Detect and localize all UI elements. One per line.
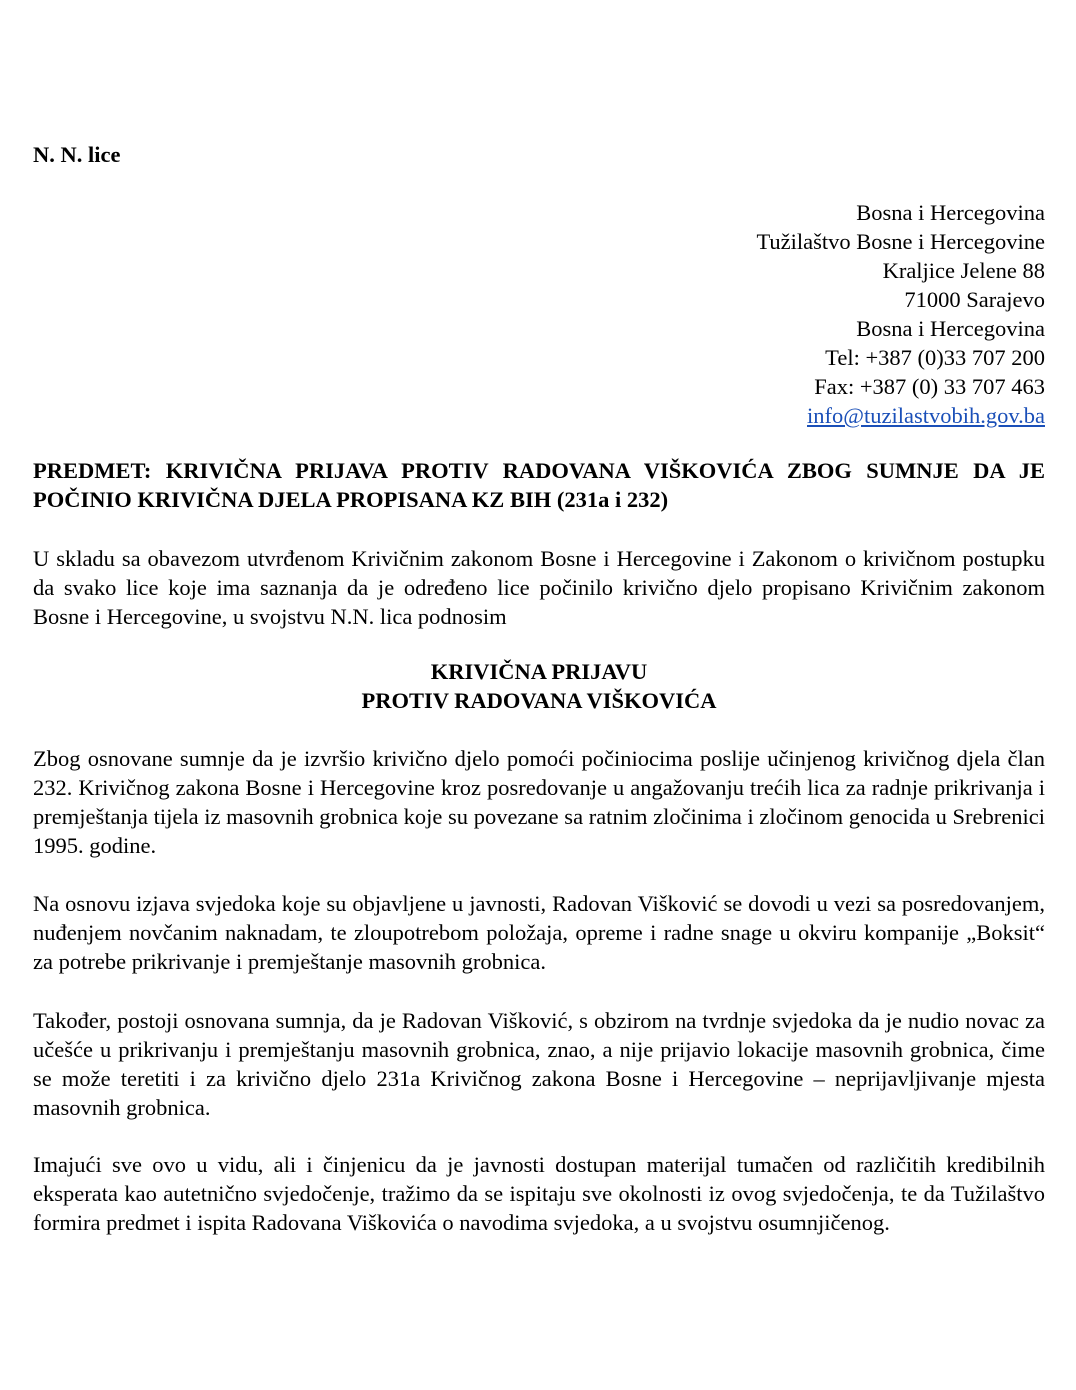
body-paragraph: Zbog osnovane sumnje da je izvršio krivično djelo pomoći počiniocima poslije učinjenog krivičnog djela član 232. Krivičnog zakona Bosne i Hercegovine kroz posredovanje u angažovanju trećih lica za radnje prikrivanja i premještanja tijela iz masovnih grobnica koje su povezane sa ratnim zločinima i zločinom genocida u Srebrenici 1995. godine. [33, 746, 1045, 858]
subject-line: PREDMET: KRIVIČNA PRIJAVA PROTIV RADOVANA VIŠKOVIĆA ZBOG SUMNJE DA JE POČINIO KRIVIČNA DJELA PROPISANA KZ BIH (231a i 232) [33, 458, 1045, 512]
phone-line: Tel: +387 (0)33 707 200 [825, 345, 1045, 370]
body-paragraph: Na osnovu izjava svjedoka koje su objavljene u javnosti, Radovan Višković se dovodi u vezi sa posredovanjem, nuđenjem novčanim naknadam, te zloupotrebom položaja, opreme i radne snage u okviru kompanije „Boksit“ za potrebe prikrivanje i premještanje masovnih grobnica. [33, 891, 1045, 974]
address-line: Kraljice Jelene 88 [882, 258, 1045, 283]
address-line: 71000 Sarajevo [904, 287, 1045, 312]
document-heading [33, 657, 1045, 715]
address-line: Bosna i Hercegovina [856, 316, 1045, 341]
address-line: Bosna i Hercegovina [856, 200, 1045, 225]
recipient-address [756, 198, 1045, 430]
body-paragraph: Također, postoji osnovana sumnja, da je Radovan Višković, s obzirom na tvrdnje svjedoka da je nudio novac za učešće u prikrivanju i premještanju masovnih grobnica, znao, a nije prijavio lokacije masovnih grobnica, čime se može teretiti i za krivično djelo 231a Krivičnog zakona Bosne i Hercegovine – neprijavljivanje mjesta masovnih grobnica. [33, 1008, 1045, 1120]
heading-line-2: PROTIV RADOVANA VIŠKOVIĆA [361, 688, 717, 713]
heading-line-1: KRIVIČNA PRIJAVU [430, 659, 648, 684]
fax-line: Fax: +387 (0) 33 707 463 [814, 374, 1045, 399]
body-paragraph: Imajući sve ovo u vidu, ali i činjenicu da je javnosti dostupan materijal tumačen od različitih kredibilnih eksperata kao autetnično svjedočenje, tražimo da se ispitaju sve okolnosti iz ovog svjedočenja, te da Tužilaštvo formira predmet i ispita Radovana Viškovića o navodima svjedoka, a u svojstvu osumnjičenog. [33, 1152, 1045, 1235]
email-link[interactable]: info@tuzilastvobih.gov.ba [807, 403, 1045, 428]
intro-paragraph: U skladu sa obavezom utvrđenom Krivičnim zakonom Bosne i Hercegovine i Zakonom o krivičnom postupku da svako lice koje ima saznanja da je određeno lice počinilo krivično djelo propisano Krivičnim zakonom Bosne i Hercegovine, u svojstvu N.N. lica podnosim [33, 546, 1045, 629]
address-line: Tužilaštvo Bosne i Hercegovine [756, 229, 1045, 254]
sender-label: N. N. lice [33, 142, 121, 167]
